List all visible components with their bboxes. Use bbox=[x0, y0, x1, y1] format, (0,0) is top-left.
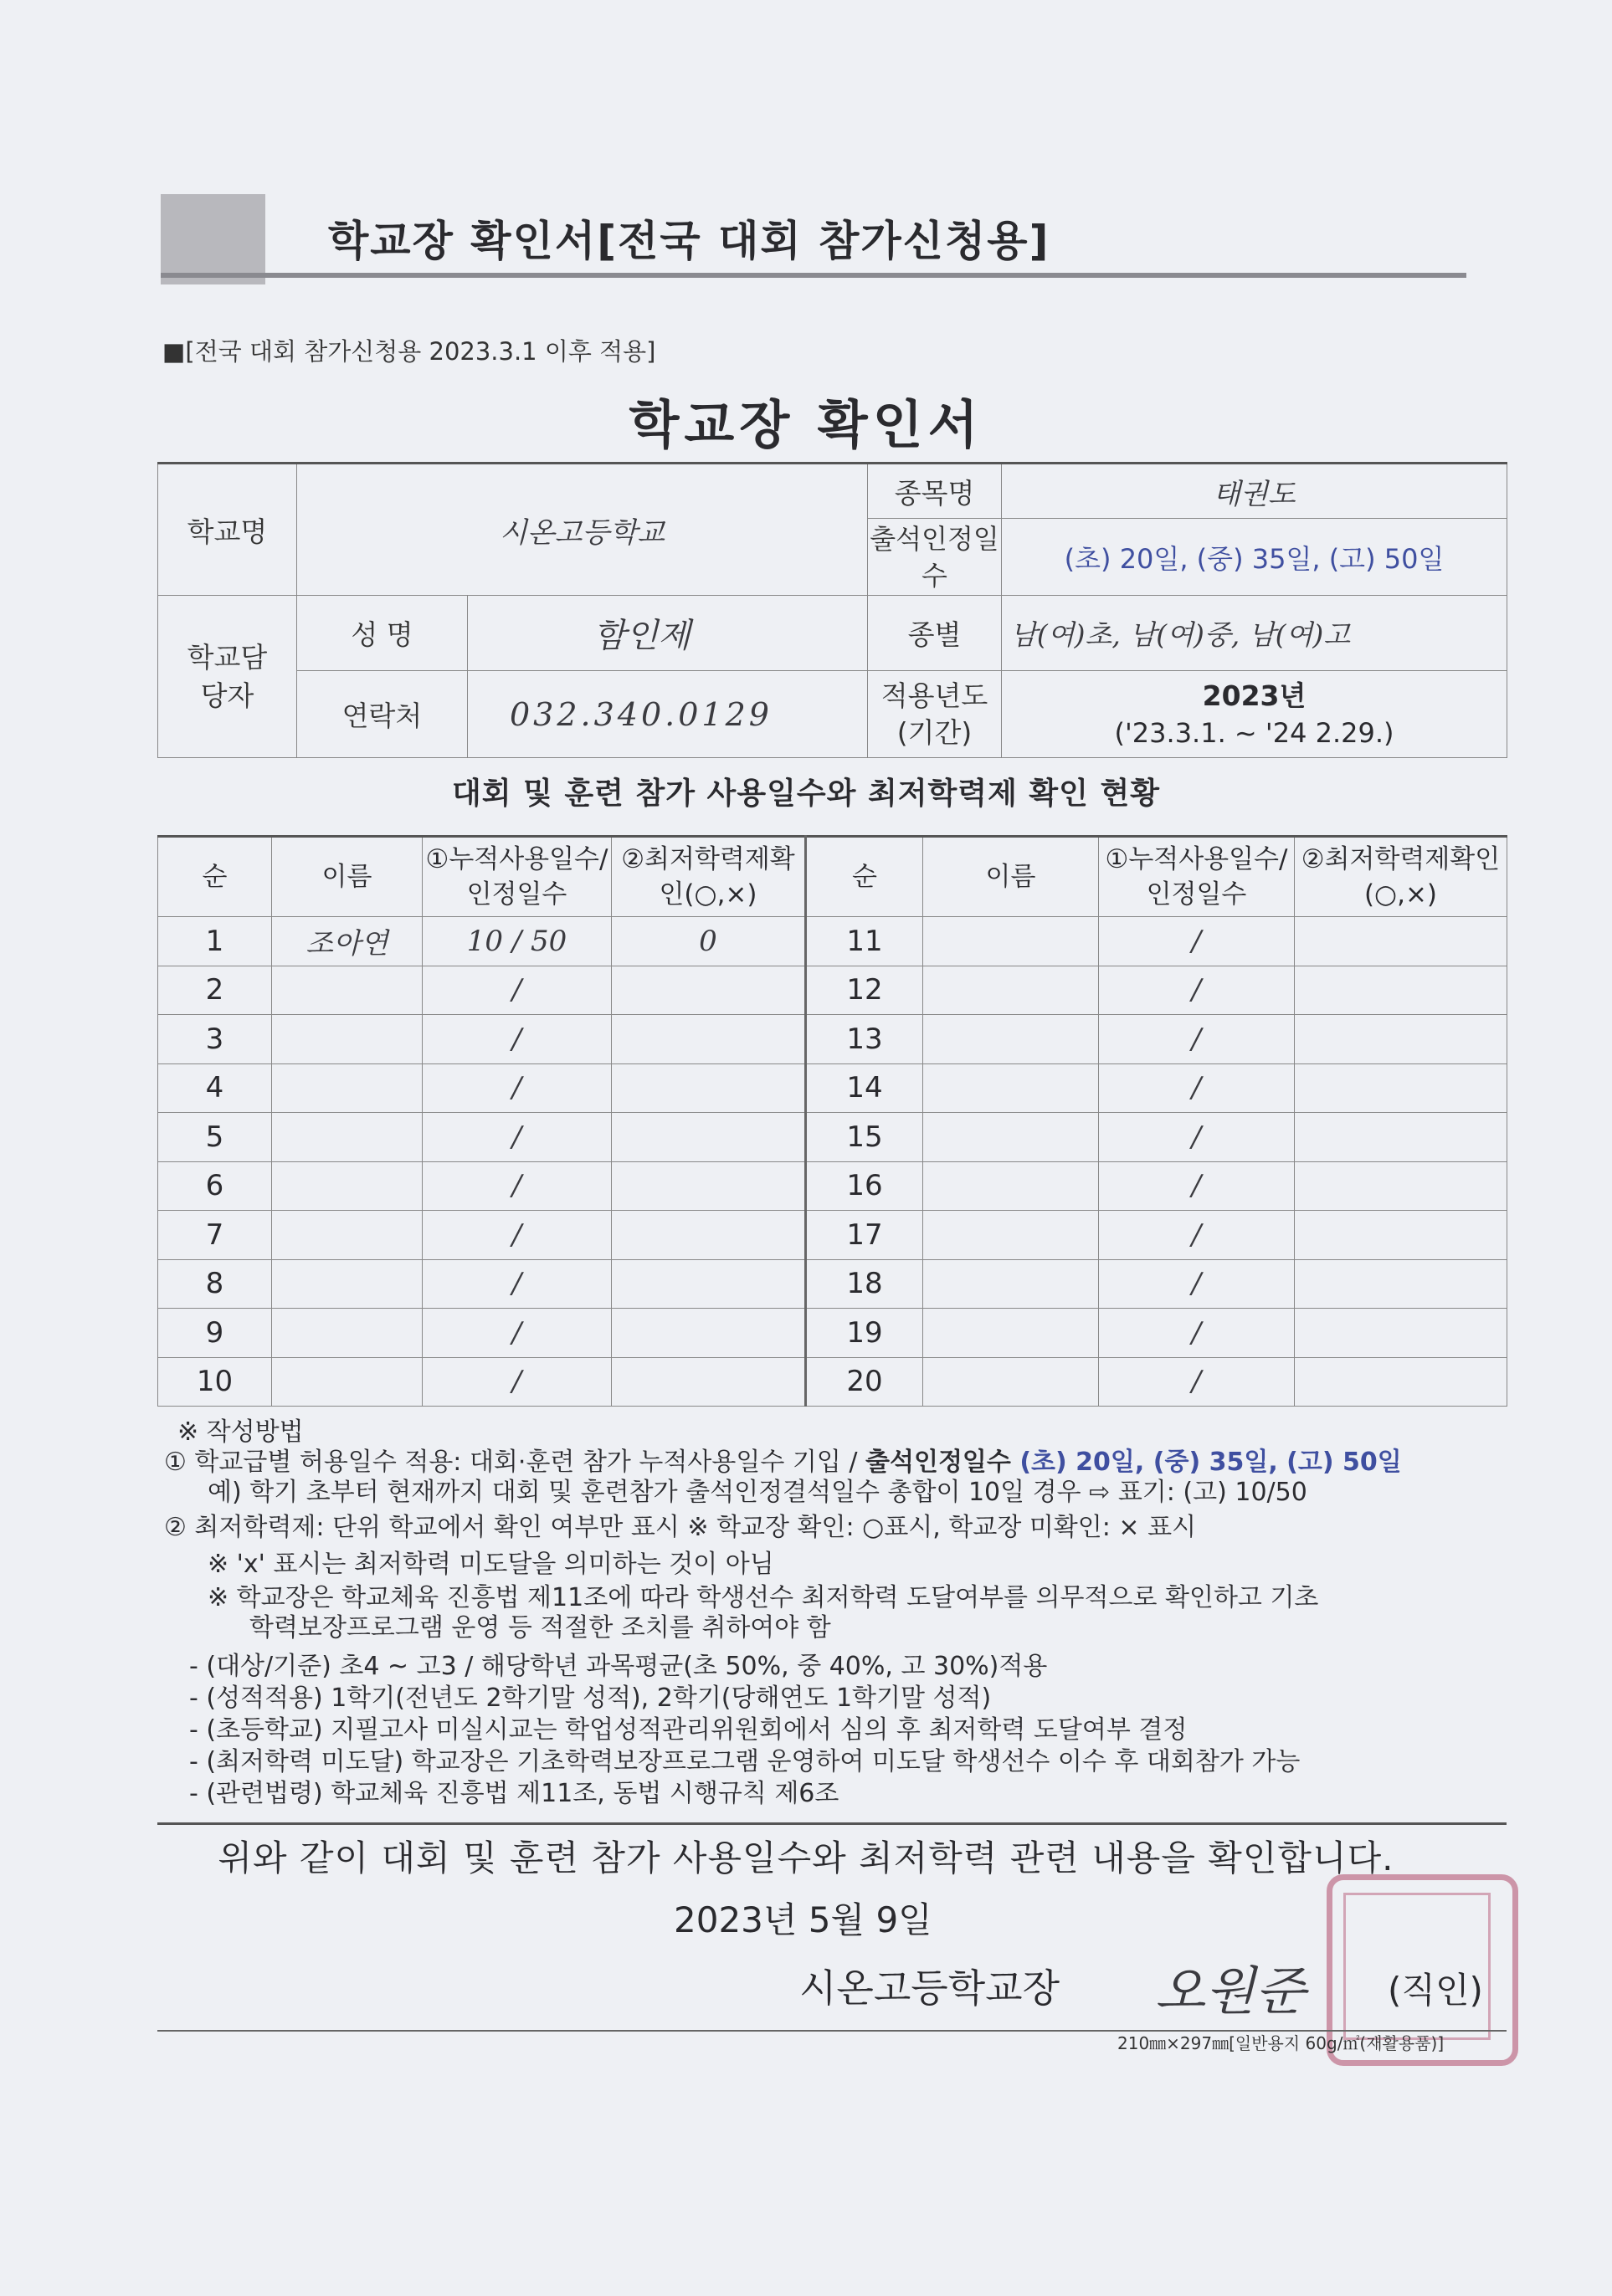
usage-cell-days-right: / bbox=[1099, 1113, 1295, 1162]
usage-cell-seq-right: 14 bbox=[806, 1063, 923, 1113]
usage-cell-min-left bbox=[612, 1161, 806, 1211]
usage-cell-name-left bbox=[272, 1309, 423, 1358]
usage-cell-days-right: / bbox=[1099, 1161, 1295, 1211]
usage-cell-seq-left: 6 bbox=[158, 1161, 272, 1211]
year-value: 2023년 bbox=[1202, 679, 1307, 712]
usage-cell-days-left: 10 / 50 bbox=[423, 917, 612, 966]
name-header-left: 이름 bbox=[272, 837, 423, 917]
gender-value: 남(여)초, 남(여)중, 남(여)고 bbox=[1002, 596, 1507, 671]
note-1-days: (초) 20일, (중) 35일, (고) 50일 bbox=[1010, 1448, 1402, 1477]
usage-cell-min-right bbox=[1295, 917, 1507, 966]
usage-cell-seq-left: 3 bbox=[158, 1015, 272, 1064]
year-label: 적용년도(기간) bbox=[868, 671, 1002, 758]
note-bullet-2: - (성적적용) 1학기(전년도 2학기말 성적), 2학기(당해연도 1학기말 성적) bbox=[189, 1684, 992, 1713]
usage-cell-seq-right: 16 bbox=[806, 1161, 923, 1211]
usage-cell-name-left: 조아연 bbox=[272, 917, 423, 966]
note-2: ② 최저학력제: 단위 학교에서 확인 여부만 표시 ※ 학교장 확인: ○표시, 학교장 미확인: × 표시 bbox=[164, 1513, 1197, 1542]
issue-date: 2023년 5월 9일 bbox=[674, 1899, 932, 1940]
days-header-left: ①누적사용일수/인정일수 bbox=[423, 837, 612, 917]
paper-spec: 210㎜×297㎜[일반용지 60g/㎡(재활용품)] bbox=[1117, 2033, 1445, 2053]
event-value: 태권도 bbox=[1002, 464, 1507, 519]
period-value: ('23.3.1. ~ '24 2.29.) bbox=[1114, 716, 1394, 749]
contact-value: 032.340.0129 bbox=[468, 671, 868, 758]
notes-heading: ※ 작성방법 bbox=[177, 1417, 304, 1447]
usage-cell-days-left: / bbox=[423, 1113, 612, 1162]
usage-cell-days-left: / bbox=[423, 1015, 612, 1064]
info-table bbox=[157, 462, 1507, 758]
usage-cell-min-right bbox=[1295, 1259, 1507, 1309]
usage-cell-days-left: / bbox=[423, 966, 612, 1015]
usage-cell-name-right bbox=[923, 1259, 1099, 1309]
confirm-divider bbox=[157, 1822, 1507, 1825]
name-value: 함인제 bbox=[468, 596, 868, 671]
note-bullet-5: - (관련법령) 학교체육 진흥법 제11조, 동법 시행규칙 제6조 bbox=[189, 1779, 839, 1808]
usage-cell-days-left: / bbox=[423, 1211, 612, 1260]
usage-cell-seq-left: 4 bbox=[158, 1063, 272, 1113]
header-title: 학교장 확인서[전국 대회 참가신청용] bbox=[328, 217, 1050, 265]
school-value: 시온고등학교 bbox=[297, 464, 868, 596]
seal-label: (직인) bbox=[1388, 1970, 1483, 2011]
usage-cell-days-right: / bbox=[1099, 1063, 1295, 1113]
usage-cell-days-left: / bbox=[423, 1357, 612, 1407]
name-label: 성 명 bbox=[297, 596, 468, 671]
name-header-right: 이름 bbox=[923, 837, 1099, 917]
usage-cell-name-right bbox=[923, 1357, 1099, 1407]
usage-cell-name-left bbox=[272, 1161, 423, 1211]
usage-row bbox=[158, 1211, 1507, 1260]
usage-cell-min-right bbox=[1295, 1161, 1507, 1211]
form-subtitle: ■[전국 대회 참가신청용 2023.3.1 이후 적용] bbox=[162, 337, 656, 366]
usage-row bbox=[158, 1161, 1507, 1211]
days-header-right: ①누적사용일수/인정일수 bbox=[1099, 837, 1295, 917]
note-1-bold: 출석인정일수 bbox=[865, 1448, 1011, 1477]
usage-cell-min-left bbox=[612, 1357, 806, 1407]
note-bullet-4: - (최저학력 미도달) 학교장은 기초학력보장프로그램 운영하여 미도달 학생선수 이수 후 대회참가 가능 bbox=[189, 1747, 1301, 1776]
event-label: 종목명 bbox=[868, 464, 1002, 519]
usage-cell-name-right bbox=[923, 1015, 1099, 1064]
usage-row bbox=[158, 1063, 1507, 1113]
note-bullet-3: - (초등학교) 지필고사 미실시교는 학업성적관리위원회에서 심의 후 최저학력 도달여부 결정 bbox=[189, 1715, 1188, 1745]
note-bullet-1: - (대상/기준) 초4 ~ 고3 / 해당학년 과목평균(초 50%, 중 40%, 고 30%)적용 bbox=[189, 1652, 1048, 1681]
usage-row bbox=[158, 966, 1507, 1015]
usage-row bbox=[158, 1357, 1507, 1407]
year-cell bbox=[1002, 671, 1507, 758]
usage-cell-min-left bbox=[612, 1063, 806, 1113]
gender-label: 종별 bbox=[868, 596, 1002, 671]
usage-cell-name-left bbox=[272, 1063, 423, 1113]
usage-cell-days-left: / bbox=[423, 1259, 612, 1309]
note-1-example: 예) 학기 초부터 현재까지 대회 및 훈련참가 출석인정결석일수 총합이 10일 경우 ⇨ 표기: (고) 10/50 bbox=[208, 1478, 1307, 1507]
usage-cell-name-left bbox=[272, 1211, 423, 1260]
confirm-statement: 위와 같이 대회 및 훈련 참가 사용일수와 최저학력 관련 내용을 확인합니다. bbox=[218, 1837, 1394, 1878]
usage-cell-name-right bbox=[923, 1211, 1099, 1260]
usage-cell-min-left bbox=[612, 1259, 806, 1309]
attendance-value: (초) 20일, (중) 35일, (고) 50일 bbox=[1002, 519, 1507, 596]
usage-cell-name-right bbox=[923, 966, 1099, 1015]
usage-cell-days-right: / bbox=[1099, 1309, 1295, 1358]
title-decoration-block bbox=[161, 194, 265, 284]
usage-cell-seq-right: 12 bbox=[806, 966, 923, 1015]
usage-cell-seq-left: 8 bbox=[158, 1259, 272, 1309]
usage-cell-seq-left: 5 bbox=[158, 1113, 272, 1162]
usage-cell-min-right bbox=[1295, 1015, 1507, 1064]
attendance-label: 출석인정일수 bbox=[868, 519, 1002, 596]
usage-cell-seq-right: 15 bbox=[806, 1113, 923, 1162]
usage-body bbox=[158, 917, 1507, 1407]
usage-section-heading: 대회 및 훈련 참가 사용일수와 최저학력제 확인 현황 bbox=[451, 776, 1161, 811]
usage-cell-name-right bbox=[923, 917, 1099, 966]
main-title: 학교장 확인서 bbox=[629, 394, 983, 455]
usage-cell-min-left bbox=[612, 1211, 806, 1260]
usage-cell-seq-right: 20 bbox=[806, 1357, 923, 1407]
usage-cell-name-left bbox=[272, 1015, 423, 1064]
usage-cell-seq-right: 18 bbox=[806, 1259, 923, 1309]
usage-cell-name-left bbox=[272, 1259, 423, 1309]
usage-cell-min-right bbox=[1295, 966, 1507, 1015]
note-1-text: ① 학교급별 허용일수 적용: 대회·훈련 참가 누적사용일수 기입 / bbox=[164, 1448, 865, 1477]
usage-cell-name-left bbox=[272, 1113, 423, 1162]
usage-cell-min-right bbox=[1295, 1211, 1507, 1260]
usage-cell-days-left: / bbox=[423, 1161, 612, 1211]
usage-cell-min-right bbox=[1295, 1357, 1507, 1407]
contact-label: 연락처 bbox=[297, 671, 468, 758]
staff-label: 학교담당자 bbox=[158, 596, 297, 758]
usage-cell-seq-left: 1 bbox=[158, 917, 272, 966]
usage-cell-seq-left: 2 bbox=[158, 966, 272, 1015]
usage-cell-min-left bbox=[612, 966, 806, 1015]
usage-cell-seq-right: 17 bbox=[806, 1211, 923, 1260]
usage-cell-seq-left: 10 bbox=[158, 1357, 272, 1407]
usage-cell-min-left bbox=[612, 1015, 806, 1064]
usage-table bbox=[157, 835, 1507, 1407]
usage-cell-min-right bbox=[1295, 1113, 1507, 1162]
usage-cell-seq-right: 13 bbox=[806, 1015, 923, 1064]
usage-cell-seq-right: 11 bbox=[806, 917, 923, 966]
min-header-right: ②최저학력제확인(○,×) bbox=[1295, 837, 1507, 917]
usage-cell-days-left: / bbox=[423, 1309, 612, 1358]
usage-cell-min-left: 0 bbox=[612, 917, 806, 966]
usage-cell-days-right: / bbox=[1099, 917, 1295, 966]
note-2-sub-2a: ※ 학교장은 학교체육 진흥법 제11조에 따라 학생선수 최저학력 도달여부를 의무적으로 확인하고 기초 bbox=[208, 1583, 1319, 1612]
usage-cell-name-left bbox=[272, 1357, 423, 1407]
usage-cell-min-right bbox=[1295, 1309, 1507, 1358]
usage-cell-seq-left: 7 bbox=[158, 1211, 272, 1260]
usage-cell-name-right bbox=[923, 1113, 1099, 1162]
usage-cell-seq-left: 9 bbox=[158, 1309, 272, 1358]
usage-cell-days-right: / bbox=[1099, 966, 1295, 1015]
usage-cell-days-right: / bbox=[1099, 1357, 1295, 1407]
usage-row bbox=[158, 1259, 1507, 1309]
usage-row bbox=[158, 1309, 1507, 1358]
usage-cell-name-right bbox=[923, 1309, 1099, 1358]
usage-row bbox=[158, 917, 1507, 966]
note-2-sub-1: ※ 'x' 표시는 최저학력 미도달을 의미하는 것이 아님 bbox=[208, 1550, 774, 1579]
usage-cell-days-left: / bbox=[423, 1063, 612, 1113]
usage-cell-name-right bbox=[923, 1063, 1099, 1113]
usage-row bbox=[158, 1015, 1507, 1064]
usage-header-row bbox=[158, 837, 1507, 917]
header-divider bbox=[161, 273, 1466, 278]
usage-cell-days-right: / bbox=[1099, 1259, 1295, 1309]
usage-row bbox=[158, 1113, 1507, 1162]
principal-title: 시온고등학교장 bbox=[799, 1965, 1060, 2011]
usage-cell-seq-right: 19 bbox=[806, 1309, 923, 1358]
school-label: 학교명 bbox=[158, 464, 297, 596]
usage-cell-min-right bbox=[1295, 1063, 1507, 1113]
note-2-sub-2b: 학력보장프로그램 운영 등 적절한 조치를 취하여야 함 bbox=[249, 1613, 831, 1643]
seq-header-right: 순 bbox=[806, 837, 923, 917]
usage-cell-days-right: / bbox=[1099, 1015, 1295, 1064]
usage-cell-name-left bbox=[272, 966, 423, 1015]
principal-signature: 오원준 bbox=[1155, 1960, 1306, 2022]
usage-cell-days-right: / bbox=[1099, 1211, 1295, 1260]
seq-header-left: 순 bbox=[158, 837, 272, 917]
usage-cell-min-left bbox=[612, 1113, 806, 1162]
usage-cell-name-right bbox=[923, 1161, 1099, 1211]
min-header-left: ②최저학력제확인(○,×) bbox=[612, 837, 806, 917]
usage-cell-min-left bbox=[612, 1309, 806, 1358]
